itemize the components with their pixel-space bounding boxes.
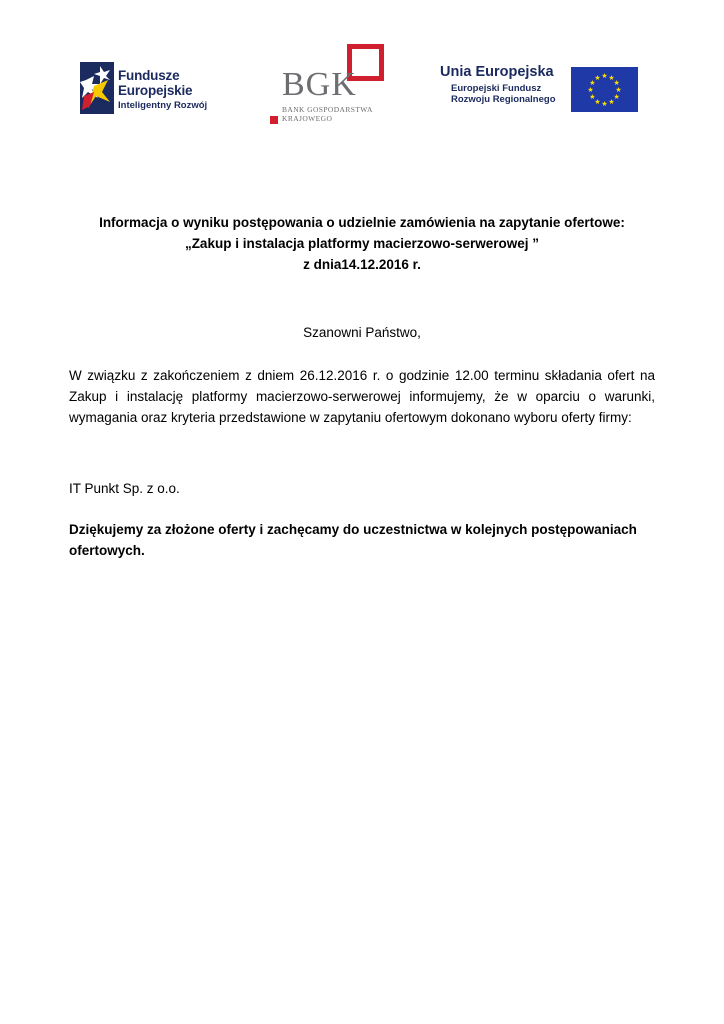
bgk-abbr: BGK — [282, 66, 357, 103]
fe-line1: Fundusze — [118, 68, 180, 83]
fe-line3: Inteligentny Rozwój — [118, 100, 208, 111]
logo-bar — [0, 40, 724, 130]
fundusze-europejskie-logo — [80, 62, 210, 118]
heading-line2: „Zakup i instalacja platformy macierzowo-serwerowej ” — [184, 236, 540, 251]
eu-star-icon: ★ — [594, 99, 601, 107]
greeting: Szanowni Państwo, — [303, 325, 421, 340]
eu-star-icon: ★ — [608, 99, 615, 107]
eu-star-icon: ★ — [587, 87, 594, 94]
closing-paragraph: Dziękujemy za złożone oferty i zachęcamy do uczestnictwa w kolejnych postępowaniach ofertowych. — [69, 522, 637, 558]
eu-star-icon: ★ — [608, 74, 615, 82]
eu-star-icon: ★ — [615, 87, 622, 94]
bgk-square-icon — [270, 116, 278, 124]
heading-line3: z dnia14.12.2016 r. — [303, 257, 421, 272]
ue-title: Unia Europejska — [440, 64, 554, 80]
eu-star-icon: ★ — [594, 74, 601, 82]
fe-stars-icon — [80, 62, 114, 114]
bgk-logo — [262, 44, 392, 130]
eu-star-icon: ★ — [589, 94, 596, 101]
eu-star-icon: ★ — [601, 73, 608, 80]
bgk-sub2: KRAJOWEGO — [282, 114, 333, 123]
eu-star-icon: ★ — [589, 80, 596, 87]
eu-flag-icon — [571, 67, 638, 112]
fe-line2: Europejskie — [118, 83, 193, 98]
bgk-sub1: BANK GOSPODARSTWA — [282, 105, 373, 114]
ue-line2: Rozwoju Regionalnego — [451, 94, 556, 105]
eu-star-icon: ★ — [613, 94, 620, 101]
heading-line1: Informacja o wyniku postępowania o udzielnie zamówienia na zapytanie ofertowe: — [99, 215, 625, 230]
selected-company: IT Punkt Sp. z o.o. — [69, 481, 180, 496]
eu-star-icon: ★ — [601, 101, 608, 108]
body-paragraph: W związku z zakończeniem z dniem 26.12.2016 r. o godzinie 12.00 terminu składania ofert na Zakup i instalację platformy macierzowo-serwerowej informujemy, że w oparciu o warunki, wymagania oraz kryteria przedstawione w zapytaniu ofertowym dokonano wyboru oferty firmy: — [69, 368, 655, 425]
unia-europejska-logo — [440, 62, 640, 118]
document-heading — [60, 212, 664, 275]
ue-line1: Europejski Fundusz — [451, 83, 542, 94]
eu-star-icon: ★ — [613, 80, 620, 87]
